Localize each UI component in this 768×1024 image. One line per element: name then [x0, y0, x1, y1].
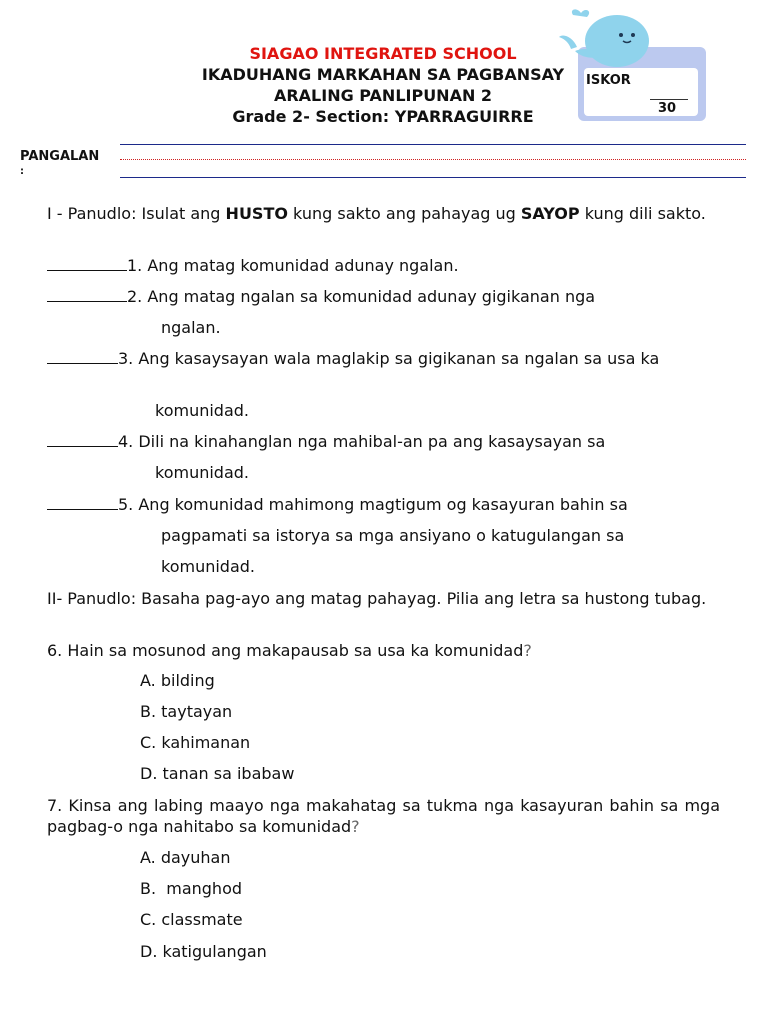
school-name: SIAGAO INTEGRATED SCHOOL — [249, 44, 517, 63]
q7-option-c[interactable]: C. classmate — [140, 910, 243, 929]
answer-blank-2[interactable] — [47, 287, 127, 302]
q6-option-c[interactable]: C. kahimanan — [140, 733, 251, 752]
q7-option-d[interactable]: D. katigulangan — [140, 942, 267, 961]
q7-option-a[interactable]: A. dayuhan — [140, 848, 231, 867]
item-2-cont: ngalan. — [161, 318, 221, 337]
item-3-cont: komunidad. — [155, 401, 249, 420]
item-5: 5. Ang komunidad mahimong magtigum og kasayuran bahin sa — [47, 494, 628, 515]
question-7: 7. Kinsa ang labing maayo nga makahatag sa tukma nga kasayuran bahin sa mga pagbag-o nga nahitabo sa komunidad? — [47, 796, 720, 836]
q6-option-b[interactable]: B. taytayan — [140, 702, 233, 721]
part1-instructions: I - Panudlo: Isulat ang HUSTO kung sakto ang pahayag ug SAYOP kung dili sakto. — [47, 204, 706, 223]
subject-title: ARALING PANLIPUNAN 2 — [273, 86, 493, 105]
part2-instructions: II- Panudlo: Basaha pag-ayo ang matag pahayag. Pilia ang letra sa hustong tubag. — [47, 589, 707, 608]
exam-title: IKADUHANG MARKAHAN SA PAGBANSAY — [201, 65, 565, 84]
item-4-cont: komunidad. — [155, 463, 249, 482]
whale-icon — [555, 7, 655, 77]
name-field-line[interactable] — [120, 159, 746, 160]
score-total: 30 — [658, 101, 677, 116]
name-label: PANGALAN — [20, 149, 100, 164]
item-5-cont2: komunidad. — [161, 557, 255, 576]
item-5-cont: pagpamati sa istorya sa mga ansiyano o katugulangan sa — [161, 526, 625, 545]
answer-blank-5[interactable] — [47, 495, 118, 510]
q7-option-b[interactable]: B. manghod — [140, 879, 243, 898]
item-1: 1. Ang matag komunidad adunay ngalan. — [47, 255, 459, 276]
answer-blank-3[interactable] — [47, 349, 118, 364]
q6-option-d[interactable]: D. tanan sa ibabaw — [140, 764, 295, 783]
question-6: 6. Hain sa mosunod ang makapausab sa usa ka komunidad? — [47, 641, 532, 660]
grade-section: Grade 2- Section: YPARRAGUIRRE — [232, 107, 534, 126]
name-colon: : — [20, 166, 24, 177]
item-3: 3. Ang kasaysayan wala maglakip sa gigikanan sa ngalan sa usa ka — [47, 348, 720, 369]
item-2: 2. Ang matag ngalan sa komunidad adunay gigikanan nga — [47, 286, 595, 307]
score-blank-line — [650, 99, 688, 100]
answer-blank-1[interactable] — [47, 256, 127, 271]
score-label: ISKOR — [586, 73, 631, 88]
name-line-bottom — [120, 177, 746, 178]
item-4: 4. Dili na kinahanglan nga mahibal-an pa ang kasaysayan sa — [47, 431, 605, 452]
answer-blank-4[interactable] — [47, 432, 118, 447]
name-line-top — [120, 144, 746, 145]
q6-option-a[interactable]: A. bilding — [140, 671, 215, 690]
